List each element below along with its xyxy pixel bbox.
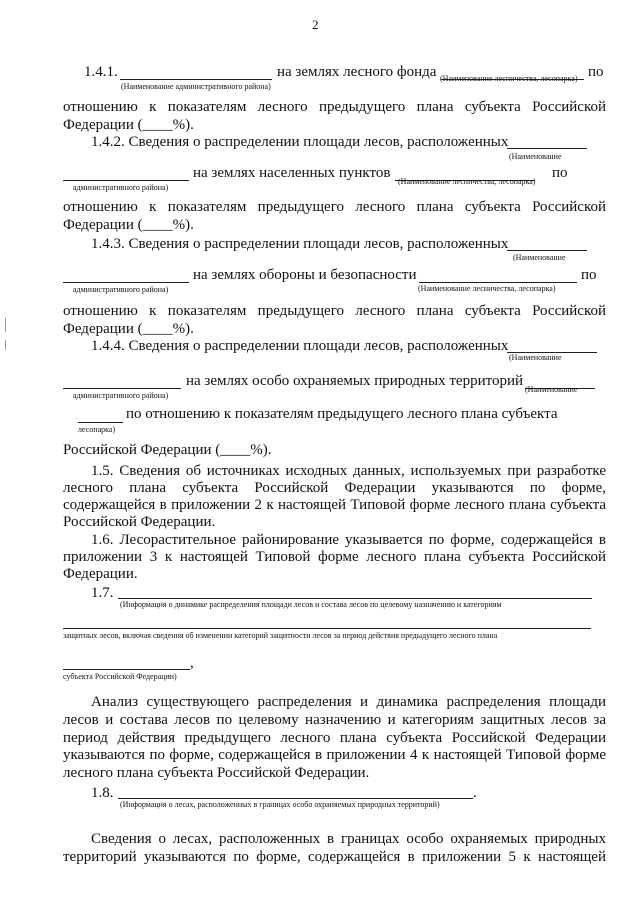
text-line: приложении 3 к настоящей Типовой форме лесного плана субъекта Российской [63,549,606,565]
field-caption: (Информация о динамике распределения площади лесов и состава лесов по целевому назначению и категориям [120,600,502,609]
section-1-6-line: 1.6. Лесорастительное районирование указывается по форме, содержащейся в [91,532,606,548]
text: по [588,64,604,80]
text-line: Федерации (____%). [63,217,194,233]
field-caption: (Наименование [513,253,566,262]
field-caption: (Наименование [509,353,562,362]
text-line: Федерации (____%). [63,117,194,133]
field-caption: защитных лесов, включая сведения об изменении категорий защитности лесов за период действия предыдущего лесного плана [63,631,498,640]
blank-line [120,79,272,80]
blank-line [118,798,473,799]
text-line: содержащейся в приложении 2 к настоящей Типовой форме лесного плана субъекта [63,497,606,513]
text: на землях населенных пунктов [193,165,391,181]
scan-mark [5,318,6,332]
text: по [552,165,568,181]
blank-line [63,628,591,629]
blank-line [118,598,592,599]
blank-line [63,282,189,283]
analysis-line: Анализ существующего распределения и динамика распределения площади [91,694,606,710]
blank-line [78,422,123,423]
page-number: 2 [312,17,319,32]
field-caption: (Наименование лесничества, лесопарка) [418,284,556,293]
text-line: Федерации. [63,566,138,582]
section-1-7-number: 1.7. [91,585,114,601]
section-1-4-1-number: 1.4.1. [84,64,118,80]
field-caption: (Наименование [525,385,578,394]
field-caption: субъекта Российской Федерации) [63,672,177,681]
text: по отношению к показателям предыдущего лесного плана субъекта [126,406,558,422]
blank-line [63,388,181,389]
text-line: Российской Федерации. [63,514,216,530]
text: по [581,267,597,283]
section-1-5-line: 1.5. Сведения об источниках исходных данных, используемых при разработке [91,463,606,479]
text-line: территорий указываются по форме, содержащейся в приложении 5 к настоящей [63,849,606,865]
field-caption: (Информация о лесах, расположенных в границах особо охраняемых природных территорий) [120,800,440,809]
scan-mark [5,340,6,350]
field-caption: (Наименование лесничества, лесопарка) [398,177,536,186]
field-caption: (Наименование административного района) [121,82,271,91]
field-caption: (Наименование лесничества, лесопарка) [440,74,578,83]
text: на землях обороны и безопасности [193,267,417,283]
section-1-4-4-heading: 1.4.4. Сведения о распределении площади лесов, расположенных [91,338,509,354]
field-caption: лесопарка) [78,425,116,434]
text-line: Федерации (____%). [63,321,194,337]
text: на землях лесного фонда [277,64,437,80]
blank-line [507,250,587,251]
text-line: отношению к показателям предыдущего лесного плана субъекта Российской [63,303,606,319]
field-caption: административного района) [73,391,169,400]
blank-line [63,180,189,181]
section-1-4-2-heading: 1.4.2. Сведения о распределении площади лесов, расположенных [91,134,509,150]
section-1-8-number: 1.8. [91,785,114,801]
text-line: Российской Федерации (____%). [63,442,272,458]
text-line: лесного плана субъекта Российской Федерации. [63,765,370,781]
blank-line [507,148,587,149]
field-caption: (Наименование [509,152,562,161]
section-1-4-3-heading: 1.4.3. Сведения о распределении площади лесов, расположенных [91,236,509,252]
field-caption: административного района) [73,183,169,192]
text-line: указываются по форме, содержащейся в приложении 4 к настоящей Типовой форме [63,747,606,763]
text-line: период действия предыдущего лесного плана субъекта Российской Федерации [63,730,606,746]
text-line: Сведения о лесах, расположенных в границах особо охраняемых природных [91,831,606,847]
text: , [190,655,194,671]
blank-line [63,669,190,670]
text-line: лесов и состава лесов по целевому назначению и категориям защитных лесов за [63,712,606,728]
text: на землях особо охраняемых природных территорий [186,373,524,389]
field-caption: административного района) [73,285,169,294]
text: . [473,785,477,801]
text-line: отношению к показателям предыдущего лесного плана субъекта Российской [63,199,606,215]
blank-line [419,282,577,283]
text-line: лесного плана субъекта Российской Федерации указываются по форме, [63,480,606,496]
text-line: отношению к показателям лесного предыдущего плана субъекта Российской [63,99,606,115]
